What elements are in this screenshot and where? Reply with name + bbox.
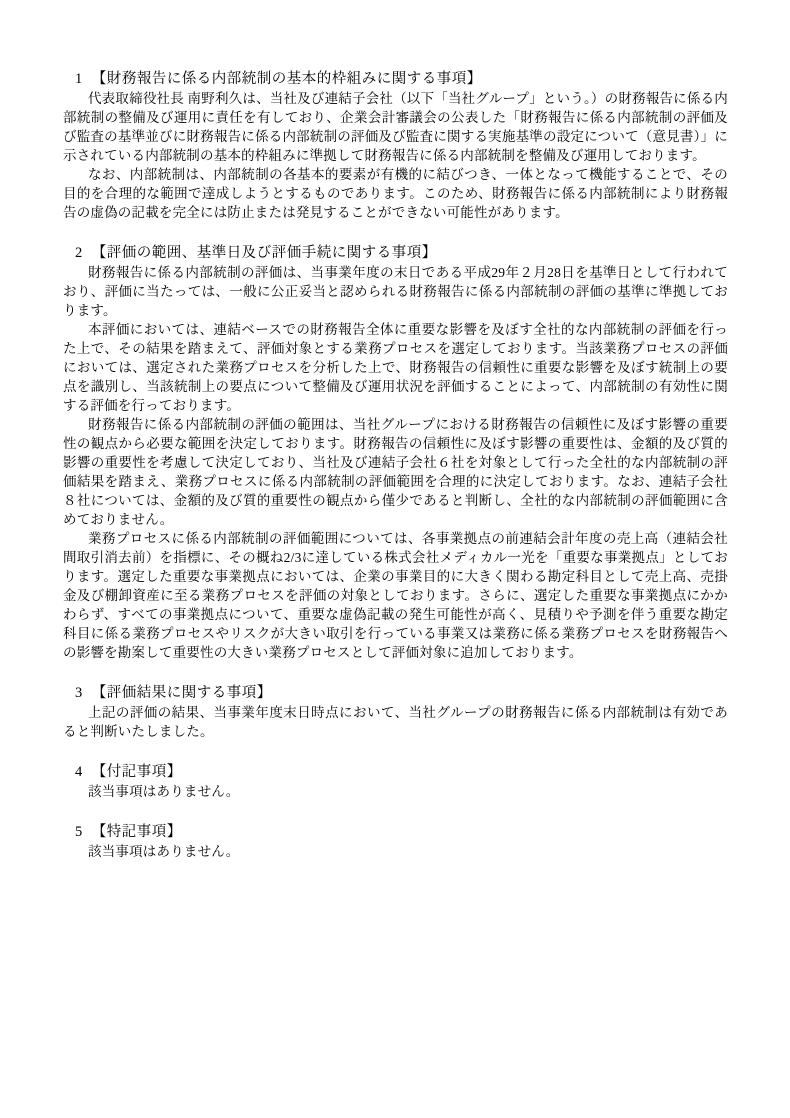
paragraph: なお、内部統制は、内部統制の各基本的要素が有機的に結びつき、一体となって機能することで、その目的を合理的な範囲で達成しようとするものであります。このため、財務報告に係る内部統制により財務報告の虚偽の記載を完全には防止または発見することができない可能性があります。 — [63, 167, 728, 220]
section-basic-framework — [63, 69, 728, 222]
paragraph: 財務報告に係る内部統制の評価は、当事業年度の末日である平成29年２月28日を基準日として行われており、評価に当たっては、一般に公正妥当と認められる財務報告に係る内部統制の評価の基準に準拠しております。 — [63, 265, 728, 318]
section-evaluation-result — [63, 683, 728, 741]
section-number: 4 — [75, 764, 83, 780]
paragraph: 本評価においては、連結ベースでの財務報告全体に重要な影響を及ぼす全社的な内部統制の評価を行った上で、その結果を踏まえて、評価対象とする業務プロセスを選定しております。当該業務プロセスの評価においては、選定された業務プロセスを分析した上で、財務報告の信頼性に重要な影響を及ぼす統制上の要点を識別し、当該統制上の要点について整備及び運用状況を評価することによって、内部統制の有効性に関する評価を行っております。 — [63, 322, 728, 413]
section-heading — [63, 683, 728, 703]
section-number: 3 — [75, 685, 83, 701]
section-supplementary-notes — [63, 762, 728, 801]
section-special-notes — [63, 822, 728, 861]
section-title: 【財務報告に係る内部統制の基本的枠組みに関する事項】 — [91, 71, 482, 87]
section-heading — [63, 69, 728, 89]
paragraph: 業務プロセスに係る内部統制の評価範囲については、各事業拠点の前連結会計年度の売上高（連結会社間取引消去前）を指標に、その概ね2/3に達している株式会社メディカル一光を「重要な事業拠点」としております。選定した重要な事業拠点においては、企業の事業目的に大きく関わる勘定科目として売上高、売掛金及び棚卸資産に至る業務プロセスを評価の対象としております。さらに、選定した重要な事業拠点にかかわらず、すべての事業拠点について、重要な虚偽記載の発生可能性が高く、見積りや予測を伴う重要な勘定科目に係る業務プロセスやリスクが大きい取引を行っている事業又は業務に係る業務プロセスを財務報告への影響を勘案して重要性の大きい業務プロセスとして評価対象に追加しております。 — [63, 531, 728, 660]
paragraph: 財務報告に係る内部統制の評価の範囲は、当社グループにおける財務報告の信頼性に及ぼす影響の重要性の観点から必要な範囲を決定しております。財務報告の信頼性に及ぼす影響の重要性は、金額的及び質的影響の重要性を考慮して決定しており、当社及び連結子会社６社を対象として行った全社的な内部統制の評価結果を踏まえ、業務プロセスに係る内部統制の評価範囲を合理的に決定しております。なお、連結子会社８社については、金額的及び質的重要性の観点から僅少であると判断し、全社的な内部統制の評価範囲に含めておりません。 — [63, 417, 728, 527]
section-number: 2 — [75, 245, 83, 261]
section-title: 【評価結果に関する事項】 — [91, 685, 272, 701]
section-title: 【付記事項】 — [91, 764, 182, 780]
section-scope-basis-procedures — [63, 243, 728, 662]
section-number: 1 — [75, 71, 83, 87]
section-title: 【評価の範囲、基準日及び評価手続に関する事項】 — [91, 245, 437, 261]
paragraph: 該当事項はありません。 — [88, 844, 240, 859]
paragraph: 該当事項はありません。 — [88, 784, 240, 799]
paragraph: 代表取締役社長 南野利久は、当社及び連結子会社（以下「当社グループ」という。）の財務報告に係る内部統制の整備及び運用に責任を有しており、企業会計審議会の公表した「財務報告に係る内部統制の評価及び監査の基準並びに財務報告に係る内部統制の評価及び監査に関する実施基準の設定について（意見書）」に示されている内部統制の基本的枠組みに準拠して財務報告に係る内部統制を整備及び運用しております。 — [63, 91, 728, 163]
section-heading — [63, 243, 728, 263]
section-number: 5 — [75, 824, 83, 840]
section-title: 【特記事項】 — [91, 824, 182, 840]
section-heading — [63, 762, 728, 782]
section-heading — [63, 822, 728, 842]
paragraph: 上記の評価の結果、当事業年度末日時点において、当社グループの財務報告に係る内部統制は有効であると判断いたしました。 — [63, 705, 728, 739]
